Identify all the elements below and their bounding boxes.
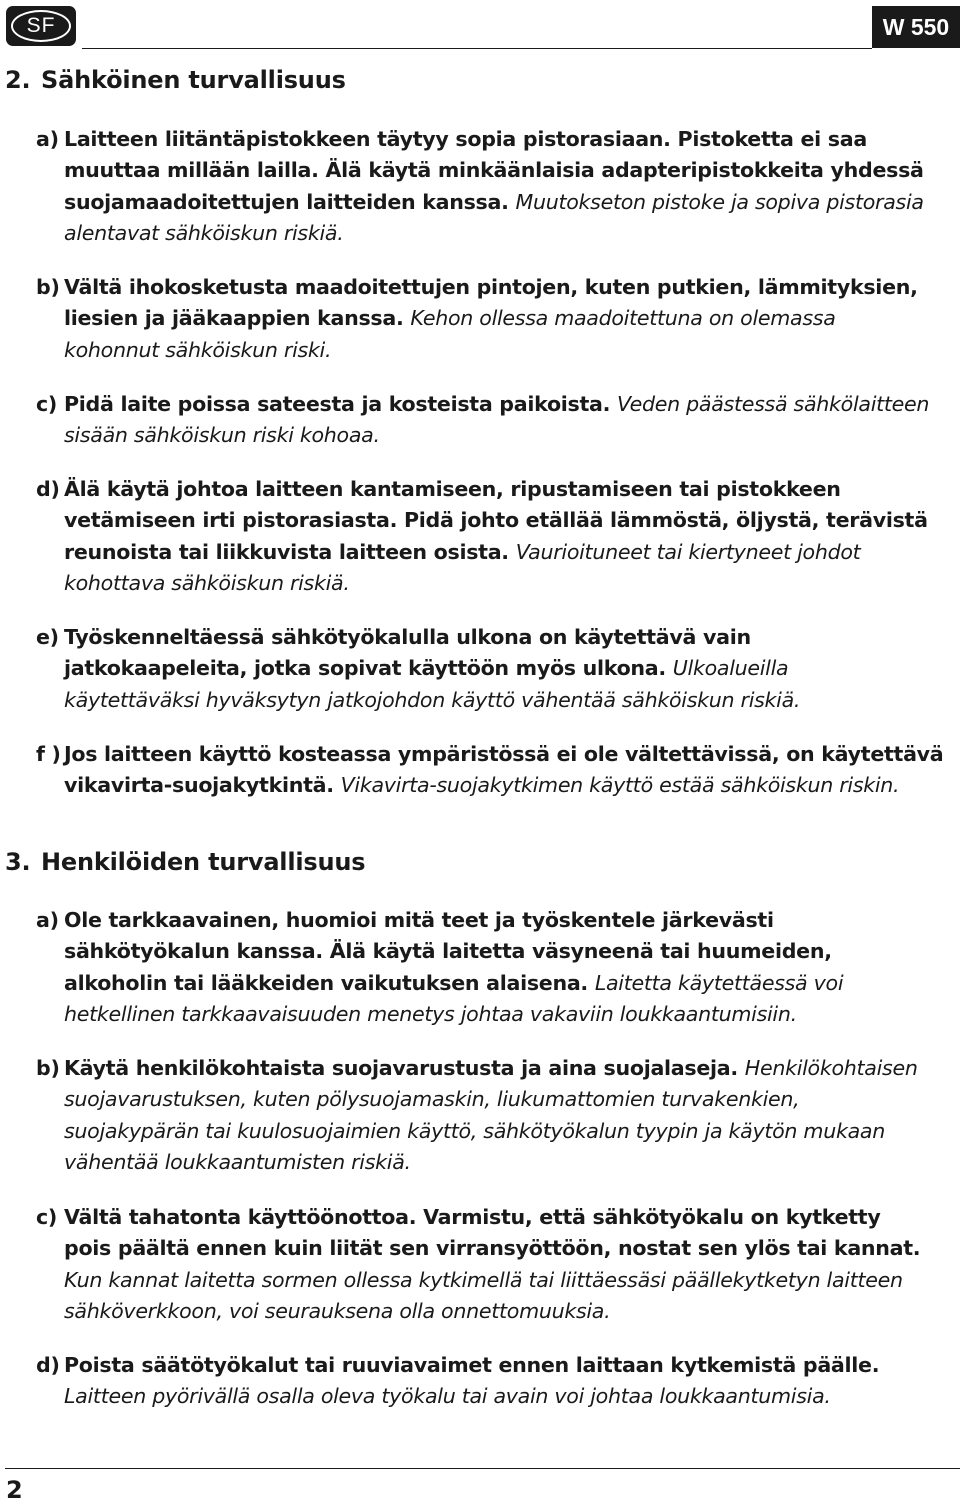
bold-text: Pidä laite poissa sateesta ja kosteista paikoista. [64, 392, 618, 416]
item-marker: e) [36, 625, 59, 649]
list-item [36, 739, 956, 802]
bold-text: vikavirta-suojakytkintä. [64, 773, 341, 798]
item-marker: a) [36, 908, 59, 932]
text-line [36, 905, 956, 936]
italic-text: Laitetta käytettäessä voi [594, 970, 844, 995]
text-line [36, 568, 956, 599]
item-marker: b) [36, 275, 60, 299]
bold-text: Älä käytä johtoa laitteen kantamiseen, ripustamiseen tai pistokkeen [64, 477, 841, 501]
item-marker: c) [36, 392, 58, 416]
text-line [36, 1233, 956, 1264]
text-line [36, 505, 956, 536]
list-item [36, 905, 956, 1031]
italic-text: Veden päästessä sähkölaitteen [617, 392, 930, 416]
item-marker: d) [36, 477, 60, 501]
italic-text: hetkellinen tarkkaavaisuuden menetys johtaa vakaviin loukkaantumisiin. [64, 1002, 797, 1027]
bold-text: alkoholin tai lääkkeiden vaikutuksen alaisena. [64, 970, 595, 995]
list-item [36, 1202, 956, 1328]
text-line [36, 1053, 956, 1084]
item-marker: b) [36, 1056, 60, 1080]
language-badge [6, 6, 76, 46]
italic-text: Ulkoalueilla [672, 656, 789, 681]
list-item [36, 474, 956, 600]
italic-text: alentavat sähköiskun riskiä. [64, 221, 344, 246]
text-line [36, 653, 956, 684]
italic-text: Muutokseton pistoke ja sopiva pistorasia [515, 189, 924, 214]
text-line [36, 303, 956, 334]
text-line [36, 770, 956, 801]
item-marker: c) [36, 1205, 58, 1229]
text-line [36, 124, 956, 155]
text-line [36, 685, 956, 716]
text-line [36, 1116, 956, 1147]
bold-text: vetämiseen irti pistorasiasta. Pidä johto etällää lämmöstä, öljystä, terävistä [64, 508, 928, 533]
bold-text: jatkokaapeleita, jotka sopivat käyttöön myös ulkona. [64, 656, 673, 681]
italic-text: Vaurioituneet tai kiertyneet johdot [515, 539, 861, 564]
header-divider [82, 48, 872, 49]
italic-text: Vikavirta-suojakytkimen käyttö estää sähköiskun riskin. [340, 773, 900, 798]
italic-text: Laitteen pyörivällä osalla oleva työkalu tai avain voi johtaa loukkaantumisia. [64, 1384, 831, 1409]
section-heading: Henkilöiden turvallisuus [41, 848, 366, 876]
bold-text: Käytä henkilökohtaista suojavarustusta ja aina suojalaseja. [64, 1056, 745, 1080]
text-line [36, 1265, 956, 1296]
text-line [36, 335, 956, 366]
bold-text: Vältä tahatonta käyttöönottoa. Varmistu, että sähkötyökalu on kytketty [64, 1205, 881, 1229]
italic-text: Kun kannat laitetta sormen ollessa kytkimellä tai liittäessäsi päällekytketyn laitteen [64, 1267, 903, 1292]
language-code: SF [11, 10, 71, 42]
text-line [36, 1381, 956, 1412]
bold-text: muuttaa millään lailla. Älä käytä minkäänlaisia adapteripistokkeita yhdessä [64, 158, 924, 183]
bold-text: pois päältä ennen kuin liität sen virransyöttöön, nostat sen ylös tai kannat. [64, 1236, 921, 1261]
text-line [36, 622, 956, 653]
list-item [36, 389, 956, 452]
text-line [36, 187, 956, 218]
section-title-electrical-safety [5, 66, 346, 94]
bold-text: reunoista tai liikkuvista laitteen osista. [64, 539, 516, 564]
italic-text: suojakypärän tai kuulosuojaimien käyttö, sähkötyökalun tyypin ja käytön mukaan [64, 1118, 885, 1143]
bold-text: Poista säätötyökalut tai ruuviavaimet ennen laittaan kytkemistä päälle. [64, 1353, 880, 1377]
text-line [36, 739, 956, 770]
bold-text: Jos laitteen käyttö kosteassa ympäristössä ei ole vältettävissä, on käytettävä [64, 742, 944, 766]
text-line [36, 272, 956, 303]
section-number: 2. [5, 66, 31, 94]
page-number: 2 [6, 1476, 23, 1504]
text-line [36, 1202, 956, 1233]
italic-text: sisään sähköiskun riski kohoaa. [64, 423, 380, 448]
page-header [0, 0, 960, 56]
text-line [36, 155, 956, 186]
text-line [36, 1084, 956, 1115]
italic-text: kohottava sähköiskun riskiä. [64, 571, 350, 596]
italic-text: Kehon ollessa maadoitettuna on olemassa [410, 306, 836, 331]
bold-text: Laitteen liitäntäpistokkeen täytyy sopia pistorasiaan. Pistoketta ei saa [64, 127, 867, 151]
text-line [36, 1296, 956, 1327]
bold-text: suojamaadoitettujen laitteiden kanssa. [64, 189, 516, 214]
italic-text: Henkilökohtaisen [744, 1056, 918, 1080]
bold-text: Ole tarkkaavainen, huomioi mitä teet ja työskentele järkevästi [64, 908, 774, 932]
bold-text: Vältä ihokosketusta maadoitettujen pintojen, kuten putkien, lämmityksien, [64, 275, 918, 299]
list-item [36, 1053, 956, 1179]
model-badge: W 550 [872, 6, 960, 48]
list-item [36, 1350, 956, 1413]
list-item [36, 124, 956, 250]
section-number: 3. [5, 848, 31, 876]
list-item [36, 622, 956, 716]
bold-text: liesien ja jääkaappien kanssa. [64, 306, 411, 331]
text-line [36, 389, 956, 420]
text-line [36, 936, 956, 967]
text-line [36, 999, 956, 1030]
text-line [36, 1147, 956, 1178]
section-heading: Sähköinen turvallisuus [41, 66, 346, 94]
bold-text: Työskenneltäessä sähkötyökalulla ulkona on käytettävä vain [64, 625, 751, 649]
bold-text: sähkötyökalun kanssa. Älä käytä laitetta väsyneenä tai huumeiden, [64, 939, 832, 964]
item-marker: d) [36, 1353, 60, 1377]
item-marker: f ) [36, 742, 61, 766]
italic-text: suojavarustuksen, kuten pölysuojamaskin, liukumattomien turvakenkien, [64, 1087, 800, 1112]
text-line [36, 968, 956, 999]
italic-text: kohonnut sähköiskun riski. [64, 337, 332, 362]
section-title-personal-safety [5, 848, 365, 876]
text-line [36, 474, 956, 505]
italic-text: käytettäväksi hyväksytyn jatkojohdon käyttö vähentää sähköiskun riskiä. [64, 687, 801, 712]
text-line [36, 218, 956, 249]
text-line [36, 420, 956, 451]
item-marker: a) [36, 127, 59, 151]
italic-text: vähentää loukkaantumisten riskiä. [64, 1150, 411, 1175]
footer-divider [5, 1468, 960, 1469]
text-line [36, 1350, 956, 1381]
text-line [36, 537, 956, 568]
italic-text: sähköverkkoon, voi seurauksena olla onnettomuuksia. [64, 1299, 611, 1324]
list-item [36, 272, 956, 366]
